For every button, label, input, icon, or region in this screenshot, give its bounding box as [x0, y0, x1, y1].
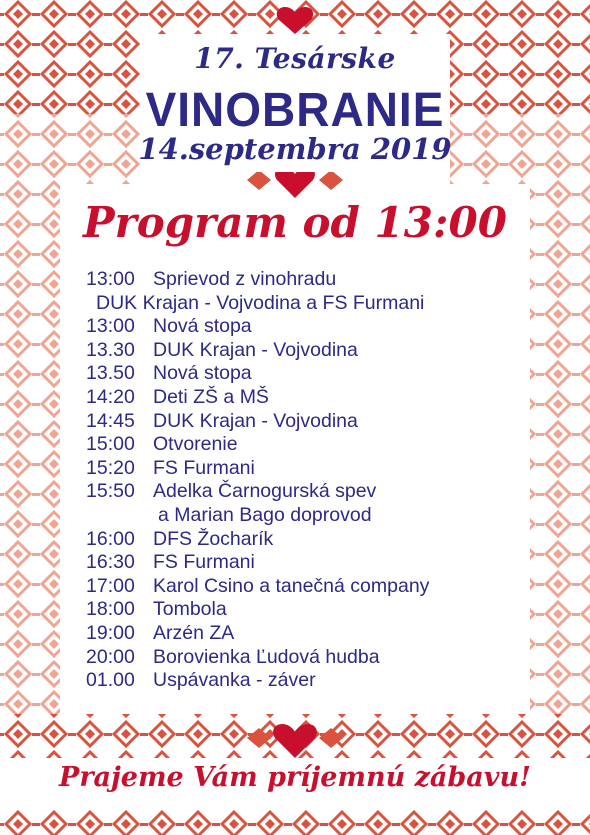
schedule-row: 13.30 DUK Krajan - Vojvodina	[86, 338, 358, 361]
schedule-row: 14:45 DUK Krajan - Vojvodina	[86, 409, 358, 432]
program-schedule	[86, 268, 526, 693]
schedule-row: 13.50 Nová stopa	[86, 362, 252, 385]
heart-ornament-middle	[247, 167, 343, 198]
schedule-row: 17:00 Karol Csino a tanečná company	[86, 574, 430, 597]
program-heading: Program od 13:00	[83, 198, 507, 247]
schedule-row: 13:00 Sprievod z vinohradu	[86, 268, 337, 290]
schedule-row: 01.00 Uspávanka - záver	[86, 669, 316, 692]
closing-wish: Prajeme Vám príjemnú zábavu!	[59, 762, 531, 793]
edition-title: 17. Tesárske	[194, 42, 396, 75]
schedule-row: 18:00 Tombola	[86, 598, 227, 621]
schedule-row: 16:00 DFS Žocharík	[86, 527, 274, 550]
schedule-row: 15:50 Adelka Čarnogurská spev	[86, 480, 377, 503]
schedule-row: 14:20 Deti ZŠ a MŠ	[86, 385, 269, 408]
event-date: 14.septembra 2019	[138, 132, 452, 166]
schedule-row: DUK Krajan - Vojvodina a FS Furmani	[96, 291, 425, 314]
schedule-row: 16:30 FS Furmani	[86, 551, 255, 574]
schedule-row: 20:00 Borovienka Ľudová hudba	[86, 645, 380, 668]
schedule-row: 15:00 Otvorenie	[86, 433, 238, 456]
schedule-row: 13:00 Nová stopa	[86, 315, 252, 338]
schedule-row: 15:20 FS Furmani	[86, 456, 255, 479]
schedule-row: a Marian Bago doprovod	[158, 503, 372, 526]
event-title: VINOBRANIE	[145, 81, 445, 137]
schedule-row: 19:00 Arzén ZA	[86, 621, 235, 644]
